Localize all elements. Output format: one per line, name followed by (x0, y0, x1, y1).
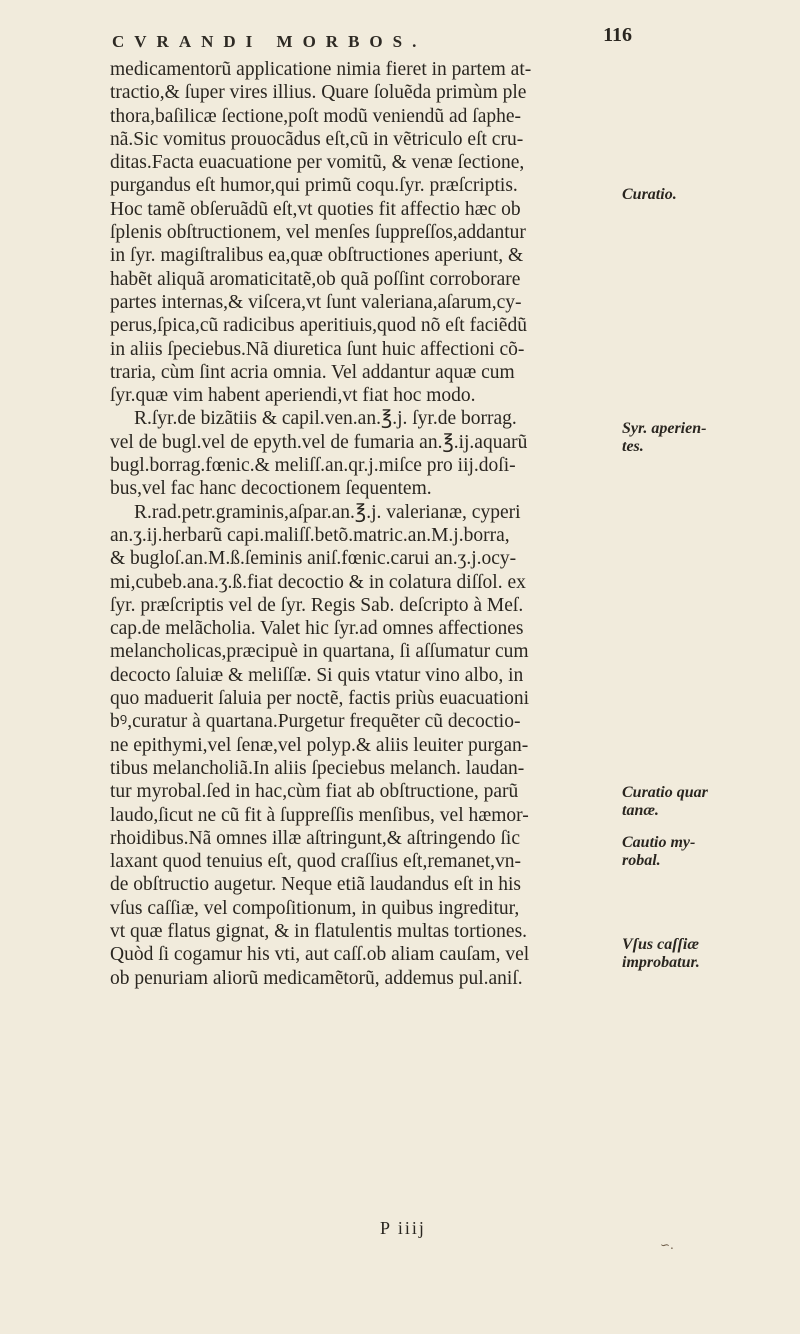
text-line: & bugloſ.an.M.ß.ſeminis aniſ.fœnic.carui an.ʒ.j.ocy- (110, 548, 517, 570)
text-line: bꝰ,curatur à quartana.Purgetur frequẽter cũ decoctio- (110, 711, 521, 733)
text-line: an.ʒ.ij.herbarũ capi.maliſſ.betõ.matric.an.M.j.borra, (110, 524, 510, 546)
text-line: R.ſyr.de bizãtiis & capil.ven.an.℥.j. ſyr.de borrag. (134, 408, 517, 430)
text-line: vel de bugl.vel de epyth.vel de fumaria an.℥.ij.aquarũ (110, 431, 528, 453)
margin-note-syr-aperientes: Syr. aperien- tes. (622, 420, 707, 455)
text-line: melancholicas,præcipuè in quartana, ſi aſſumatur cum (110, 641, 529, 663)
margin-note-cautio-myrobal: Cautio my- robal. (622, 834, 696, 869)
text-line: ſplenis obſtructionem, vel menſes ſuppreſſos,addantur (110, 222, 526, 244)
text-line: R.rad.petr.graminis,aſpar.an.℥.j. valerianæ, cyperi (134, 501, 521, 523)
text-line: in ſyr. magiſtralibus ea,quæ obſtructiones aperiunt, & (110, 245, 524, 267)
text-line: ſyr.quæ vim habent aperiendi,vt fiat hoc modo. (110, 385, 476, 407)
text-line: de obſtructio augetur. Neque etiã laudandus eſt in his (110, 874, 522, 896)
text-line: vt quæ flatus gignat, & in flatulentis multas tortiones. (110, 920, 528, 942)
text-line: quo maduerit ſaluia per noctẽ, factis priùs euacuationi (110, 688, 530, 710)
margin-note-curatio-quartanae: Curatio quar tanæ. (622, 784, 708, 819)
text-line: decocto ſaluiæ & meliſſæ. Si quis vtatur vino albo, in (110, 664, 524, 686)
text-line: in aliis ſpeciebus.Nã diuretica ſunt huic affectioni cõ- (110, 338, 525, 360)
text-line: traria, cùm ſint acria omnia. Vel addantur aquæ cum (110, 361, 515, 383)
text-line: bus,vel fac hanc decoctionem ſequentem. (110, 478, 432, 500)
text-line: ditas.Facta euacuatione per vomitũ, & venæ ſectione, (110, 152, 525, 174)
text-line: laxant quod tenuius eſt, quod craſſius eſt,remanet,vn- (110, 851, 522, 873)
running-title: CVRANDI MORBOS. (112, 32, 427, 51)
text-line: tractio,& ſuper vires illius. Quare ſoluẽda primùm ple (110, 82, 527, 104)
ink-smudge: ∽. (660, 1238, 674, 1252)
main-text-block (110, 58, 615, 990)
text-line: Hoc tamẽ obſeruãdũ eſt,vt quoties fit affectio hæc ob (110, 198, 521, 220)
text-line: ſyr. præſcriptis vel de ſyr. Regis Sab. deſcripto à Meſ. (110, 594, 524, 616)
text-line: mi,cubeb.ana.ʒ.ß.fiat decoctio & in colatura diſſol. ex (110, 571, 526, 593)
text-line: rhoidibus.Nã omnes illæ aſtringunt,& aſtringendo ſic (110, 827, 520, 849)
text-line: laudo,ſicut ne cũ fit à ſuppreſſis menſibus, vel hæmor- (110, 804, 529, 826)
text-line: medicamentorũ applicatione nimia fieret in partem at- (110, 59, 532, 80)
text-line: nã.Sic vomitus prouocãdus eſt,cũ in vẽtriculo eſt cru- (110, 128, 524, 150)
text-line: ne epithymi,vel ſenæ,vel polyp.& aliis leuiter purgan- (110, 734, 529, 756)
text-line: cap.de melãcholia. Valet hic ſyr.ad omnes affectiones (110, 618, 524, 640)
text-line: Quòd ſi cogamur his vti, aut caſſ.ob aliam cauſam, vel (110, 944, 530, 966)
text-line: bugl.borrag.fœnic.& meliſſ.an.qr.j.miſce pro iij.doſi- (110, 455, 516, 477)
margin-note-curatio: Curatio. (622, 186, 677, 203)
text-line: ob penuriam aliorũ medicamẽtorũ, addemus pul.aniſ. (110, 967, 523, 989)
margin-note-usus-cassiae: Vſus caſſiæ improbatur. (622, 936, 700, 971)
signature-mark: P iiij (380, 1218, 426, 1238)
page-number: 116 (603, 24, 632, 46)
page-header (112, 22, 632, 62)
text-line: perus,ſpica,cũ radicibus aperitiuis,quod nõ eſt faciẽdũ (110, 315, 527, 337)
text-line: thora,baſilicæ ſectione,poſt modũ veniendũ ad ſaphe- (110, 105, 522, 127)
text-line: habẽt aliquã aromaticitatẽ,ob quã poſſint corroborare (110, 268, 521, 290)
text-line: tibus melancholiã.In aliis ſpeciebus melanch. laudan- (110, 757, 525, 779)
text-line: purgandus eſt humor,qui primũ coqu.ſyr. præſcriptis. (110, 175, 518, 197)
text-line: partes internas,& viſcera,vt ſunt valeriana,aſarum,cy- (110, 291, 522, 313)
text-line: tur myrobal.ſed in hac,cùm fiat ab obſtructione, parũ (110, 781, 519, 803)
text-line: vſus caſſiæ, vel compoſitionum, in quibus ingreditur, (110, 897, 520, 919)
